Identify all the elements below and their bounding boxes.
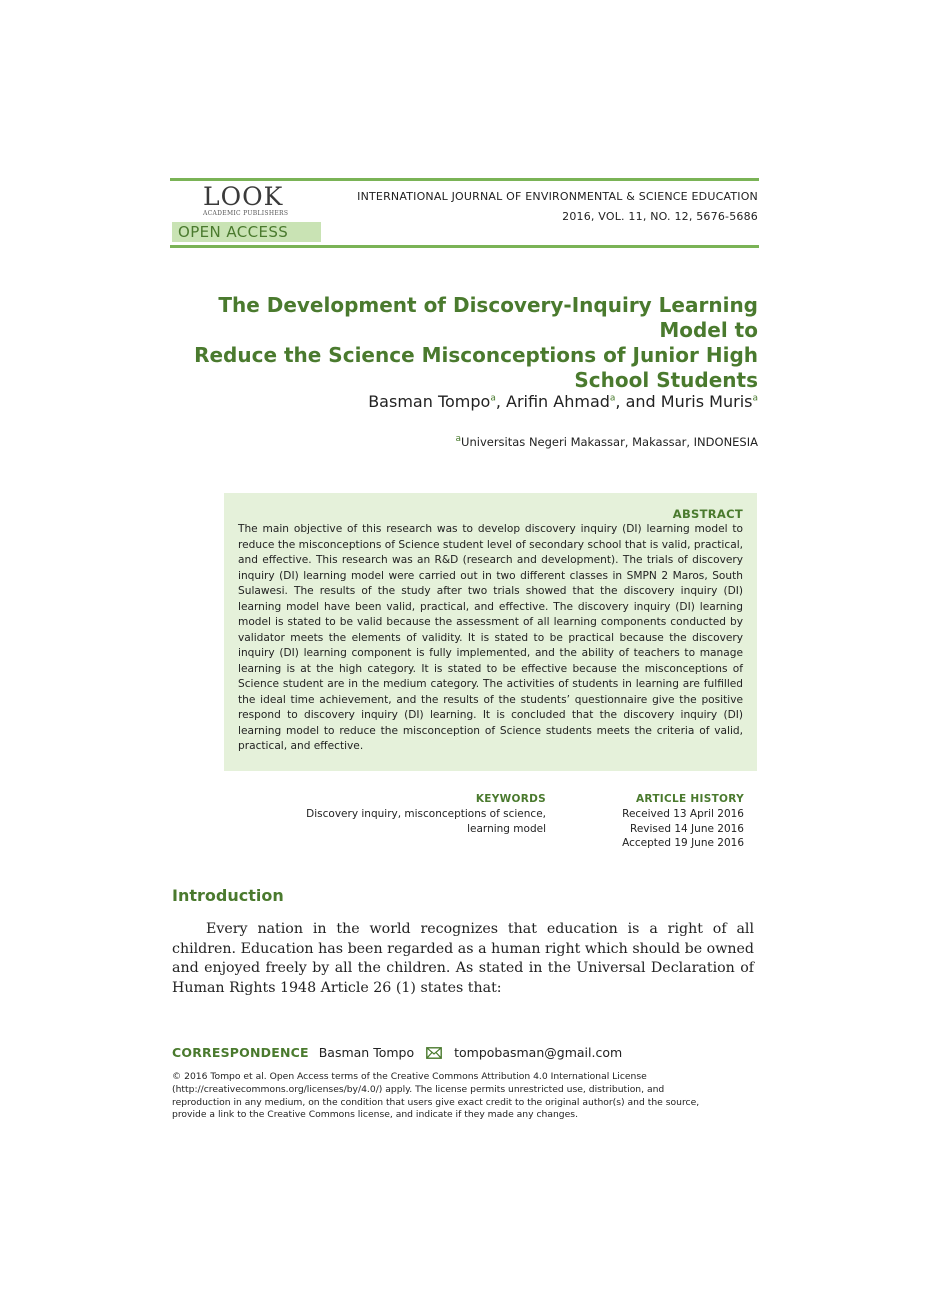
title-line: Reduce the Science Misconceptions of Junior High bbox=[194, 343, 758, 367]
article-history-block bbox=[584, 791, 744, 851]
correspondence-name: Basman Tompo bbox=[318, 1045, 415, 1060]
license-line: (http://creativecommons.org/licenses/by/4.0/) apply. The license permits unrestricted use, distribution, and bbox=[172, 1083, 665, 1095]
keywords-line: learning model bbox=[467, 822, 546, 835]
logo-subtext: ACADEMIC PUBLISHERS bbox=[203, 210, 289, 217]
author-name: Basman Tompo bbox=[368, 392, 491, 411]
license-notice bbox=[172, 1071, 742, 1122]
journal-issue: 2016, VOL. 11, NO. 12, 5676-5686 bbox=[562, 210, 758, 223]
title-line: School Students bbox=[574, 368, 758, 392]
author-affiliation-mark: a bbox=[609, 393, 616, 404]
author-name: Arifin Ahmad bbox=[506, 392, 610, 411]
header-bottom-rule bbox=[170, 245, 759, 248]
keywords-line: Discovery inquiry, misconceptions of science, bbox=[306, 808, 546, 820]
author-affiliation-mark: a bbox=[490, 393, 496, 404]
history-accepted: Accepted 19 June 2016 bbox=[622, 837, 744, 849]
header-top-rule bbox=[170, 178, 759, 181]
affiliation-text: Universitas Negeri Makassar, Makassar, INDONESIA bbox=[461, 434, 758, 449]
correspondence-line bbox=[172, 1045, 622, 1062]
author-name: Muris Muris bbox=[660, 392, 753, 411]
abstract-box bbox=[224, 493, 757, 771]
correspondence-label: CORRESPONDENCE bbox=[172, 1045, 309, 1060]
open-access-badge: OPEN ACCESS bbox=[172, 222, 321, 242]
affiliation bbox=[456, 434, 758, 449]
introduction-paragraph: Every nation in the world recognizes that education is a right of all children. Education has been regarded as a human right which should be owned and enjoyed freely by all the children. As stated in the Universal Declaration of Human Rights 1948 Article 26 (1) states that: bbox=[172, 921, 754, 996]
article-title bbox=[158, 293, 758, 393]
author-affiliation-mark: a bbox=[752, 393, 758, 404]
author-list bbox=[368, 392, 758, 411]
correspondence-email[interactable]: tompobasman@gmail.com bbox=[454, 1045, 623, 1060]
journal-info bbox=[357, 187, 758, 227]
author-separator: , and bbox=[615, 392, 661, 411]
abstract-heading: ABSTRACT bbox=[672, 507, 743, 521]
article-history-heading: ARTICLE HISTORY bbox=[636, 793, 744, 805]
affiliation-mark: a bbox=[455, 434, 462, 444]
abstract-text: The main objective of this research was to develop discovery inquiry (DI) learning model to reduce the misconceptions of Science student level of secondary school that is valid, practical, and effective. This research was an R&D (research and development). The trials of discovery inquiry (DI) learning model were carried out in two different classes in SMPN 2 Maros, South Sulawesi. The results of the study after two trials showed that the discovery inquiry (DI) learning model have been valid, practical, and effective. The discovery inquiry (DI) learning model is stated to be valid because the assessment of all learning components conducted by validator meets the elements of validity. It is stated to be practical because the discovery inquiry (DI) learning component is fully implemented, and the ability of teachers to manage learning is at the high category. It is stated to be effective because the misconceptions of Science student are in the medium category. The activities of students in learning are fulfilled the ideal time achievement, and the results of the students’ questionnaire give the positive respond to discovery inquiry (DI) learning. It is concluded that the discovery inquiry (DI) learning model to reduce the misconception of Science students meets the criteria of valid, practical, and effective. bbox=[238, 523, 743, 752]
history-received: Received 13 April 2016 bbox=[622, 808, 744, 820]
title-line: The Development of Discovery-Inquiry Learning Model to bbox=[218, 293, 758, 342]
introduction-heading: Introduction bbox=[172, 886, 284, 905]
author-separator: , bbox=[495, 392, 506, 411]
keywords-heading: KEYWORDS bbox=[475, 793, 546, 805]
license-line: provide a link to the Creative Commons license, and indicate if they made any changes. bbox=[172, 1109, 578, 1121]
envelope-icon bbox=[426, 1047, 442, 1062]
logo-text: LOOK bbox=[203, 182, 284, 211]
history-revised: Revised 14 June 2016 bbox=[630, 822, 744, 835]
journal-name: INTERNATIONAL JOURNAL OF ENVIRONMENTAL & SCIENCE EDUCATION bbox=[357, 190, 758, 203]
license-line: reproduction in any medium, on the condition that users give exact credit to the original author(s) and the source, bbox=[172, 1096, 700, 1108]
keywords-block bbox=[276, 791, 546, 836]
license-line: © 2016 Tompo et al. Open Access terms of the Creative Commons Attribution 4.0 International License bbox=[172, 1071, 647, 1082]
